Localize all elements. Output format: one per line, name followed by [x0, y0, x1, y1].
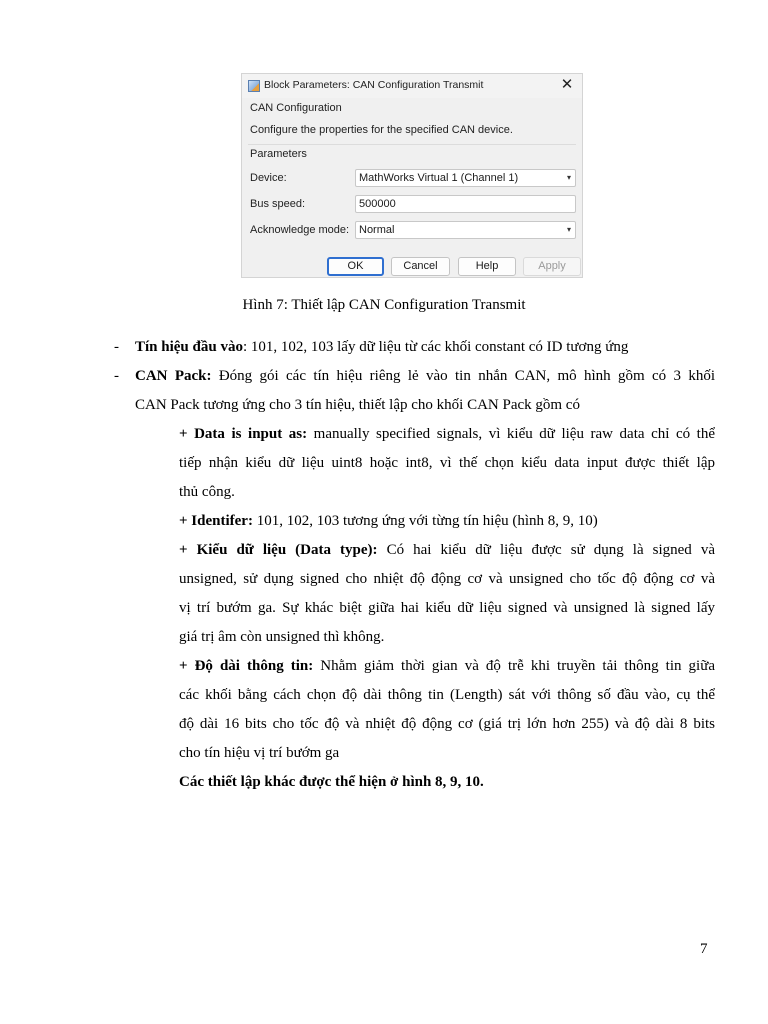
- block-parameters-dialog: [241, 73, 583, 278]
- closing-bold-text: Các thiết lập khác được thể hiện ở hình 8, 9, 10.: [179, 774, 484, 790]
- parameters-title: Parameters: [250, 148, 307, 160]
- bullet-text: Đóng gói các tín hiệu riêng lẻ vào tin nhắn CAN, mô hình gồm có 3 khối: [211, 368, 715, 384]
- close-icon[interactable]: ✕: [560, 76, 574, 93]
- sub-length-line4: cho tín hiệu vị trí bướm ga: [179, 745, 340, 761]
- chevron-down-icon: ▾: [566, 173, 571, 182]
- bullet-input-signals: [135, 333, 628, 362]
- sub-text: Nhằm giảm thời gian và độ trễ khi truyền tải thông tin giữa: [313, 658, 715, 674]
- bus-speed-value: 500000: [359, 198, 396, 210]
- ack-mode-label: Acknowledge mode:: [250, 224, 350, 236]
- figure-caption: Hình 7: Thiết lập CAN Configuration Transmit: [242, 297, 526, 313]
- sub-text: 101, 102, 103 tương ứng với từng tín hiệu (hình 8, 9, 10): [252, 513, 598, 529]
- chevron-down-icon: ▾: [566, 225, 571, 234]
- sub-bold-label: + Kiểu dữ liệu (Data type):: [179, 542, 378, 558]
- device-dropdown[interactable]: [355, 169, 576, 187]
- dialog-title: Block Parameters: CAN Configuration Transmit: [264, 79, 484, 91]
- sub-bold-label: + Identifer:: [179, 513, 253, 529]
- section-title: CAN Configuration: [250, 102, 342, 114]
- sub-bold-label: + Độ dài thông tin:: [179, 658, 314, 674]
- dialog-titlebar: [242, 74, 582, 98]
- sub-text: manually specified signals, vì kiểu dữ liệu raw data chỉ có thể: [307, 426, 715, 442]
- sub-data-input-line2: tiếp nhận kiểu dữ liệu uint8 hoặc int8, vì thế chọn kiểu data input được thiết lập: [179, 455, 715, 471]
- sub-length-line2: các khối bằng cách chọn độ dài thông tin (Length) sát với thông số đầu vào, cụ thể: [179, 687, 715, 703]
- device-label: Device:: [250, 172, 287, 184]
- bullet-dash: -: [114, 339, 119, 355]
- sub-text: Có hai kiểu dữ liệu được sử dụng là signed và: [377, 542, 715, 558]
- simulink-app-icon: [248, 80, 260, 92]
- sub-data-type-line1: [179, 536, 715, 565]
- sub-data-type-line2: unsigned, sử dụng signed cho nhiệt độ động cơ và unsigned cho tốc độ động cơ và: [179, 571, 715, 587]
- sub-data-type-line4: giá trị âm còn unsigned thì không.: [179, 629, 385, 645]
- ok-button[interactable]: OK: [327, 257, 384, 276]
- apply-button[interactable]: Apply: [523, 257, 581, 276]
- bullet-bold-label: Tín hiệu đầu vào: [135, 339, 243, 355]
- ack-mode-value: Normal: [359, 224, 395, 236]
- cancel-button[interactable]: Cancel: [391, 257, 450, 276]
- sub-length-line3: độ dài 16 bits cho tốc độ và nhiệt độ động cơ (giá trị lớn hơn 255) và độ dài 8 bits: [179, 716, 715, 732]
- closing-note: [179, 768, 484, 797]
- bullet-can-pack-line1: [135, 362, 715, 391]
- bullet-dash: -: [114, 368, 119, 384]
- sub-identifier: [179, 507, 598, 536]
- sub-data-type-line3: vị trí bướm ga. Sự khác biệt giữa hai kiểu dữ liệu signed và unsigned là signed lấy: [179, 600, 715, 616]
- bus-speed-input[interactable]: [355, 195, 576, 213]
- bus-speed-label: Bus speed:: [250, 198, 306, 210]
- sub-length-line1: [179, 652, 715, 681]
- section-description: Configure the properties for the specified CAN device.: [250, 124, 513, 136]
- bullet-bold-label: CAN Pack:: [135, 368, 212, 384]
- page-number: 7: [700, 941, 708, 957]
- bullet-can-pack-line2: CAN Pack tương ứng cho 3 tín hiệu, thiết lập cho khối CAN Pack gồm có: [135, 397, 580, 413]
- sub-bold-label: + Data is input as:: [179, 426, 308, 442]
- ack-mode-dropdown[interactable]: [355, 221, 576, 239]
- bullet-text: : 101, 102, 103 lấy dữ liệu từ các khối constant có ID tương ứng: [242, 339, 629, 355]
- help-button[interactable]: Help: [458, 257, 516, 276]
- separator: [248, 144, 576, 145]
- sub-data-input-line3: thủ công.: [179, 484, 235, 500]
- device-value: MathWorks Virtual 1 (Channel 1): [359, 172, 519, 184]
- sub-data-input-line1: [179, 420, 715, 449]
